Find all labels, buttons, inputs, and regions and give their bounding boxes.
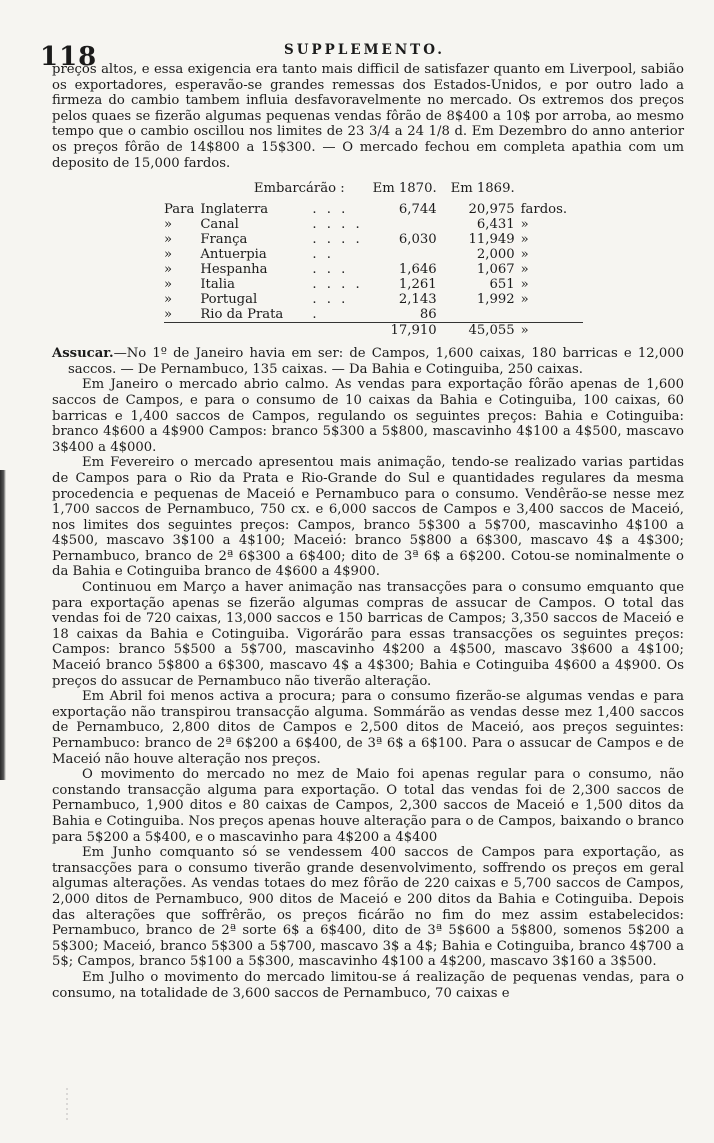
row-prefix: » [164, 247, 173, 263]
row-unit: » [520, 262, 529, 278]
running-title: SUPPLEMENTO. [284, 42, 445, 58]
table-row [164, 292, 583, 307]
paragraph-marco: Continuou em Março a haver animação nas transacções para o consumo emquanto que para exportação apenas se fizerão algumas compras de assucar de Campos. O total das vendas foi de 720 caixas, 13,000 saccos e 150 barricas de Campos; 3,350 saccos de Maceió e 18 caixas da Bahia e Cotinguiba. Vigorárão para essas transacções os seguintes preços: Campos: branco 5$500 a 5$700, mascavinho 4$200 a 4$500, mascavo 3$600 a 4$100; Maceió branco 5$800 a 6$300, mascavo 4$ a 4$300; Bahia e Cotinguiba 4$600 a 4$900. Os preços do assucar de Pernambuco não tiverão alteração. [52, 580, 684, 689]
row-leader: . . . . [312, 277, 363, 293]
table-row [164, 202, 583, 217]
row-value-1869: 1,992 [476, 292, 515, 308]
paragraph-junho: Em Junho comquanto só se vendessem 400 saccos de Campos para exportação, as transacções para o consumo tiverão grande desenvolvimento, soffrendo os preços em geral algumas alterações. As vendas totaes do mez fôrão de 220 caixas e 5,700 saccos de Campos, 2,000 ditos de Pernambuco, 900 ditos de Maceió e 200 ditos da Bahia e Cotinguiba. Depois das alterações que soffrêrão, os preços ficárão no fim do mez assim estabelecidos: Pernambuco, branco de 2ª sorte 6$ a 6$400, dito de 3ª 5$600 a 5$800, somenos 5$200 a 5$300; Maceió, branco 5$300 a 5$700, mascavo 3$ a 4$; Bahia e Cotinguiba, branco 4$700 a 5$; Campos, branco 5$100 a 5$300, mascavinho 4$100 a 4$200, mascavo 3$160 a 3$500. [52, 845, 684, 970]
row-value-1869: 651 [489, 277, 515, 293]
row-leader: . . . [312, 202, 349, 218]
paragraph-maio: O movimento do mercado no mez de Maio foi apenas regular para o consumo, não constando transacção alguma para exportação. O total das vendas foi de 2,300 saccos de Pernambuco, 1,900 ditos e 80 caixas de Campos, 2,300 saccos de Maceió e 1,500 ditos da Bahia e Cotinguiba. Nos preços apenas houve alteração para o de Campos, baixando o branco para 5$200 a 5$400, e o mascavinho para 4$200 a 4$400 [52, 767, 684, 845]
row-leader: . . [312, 247, 334, 263]
binding-shadow [0, 470, 6, 780]
table-caption: Embarcárão : [253, 181, 345, 197]
row-destination: Inglaterra [200, 202, 269, 218]
row-leader: . . . . [312, 232, 363, 248]
table-row [164, 247, 583, 262]
table-header-row [164, 181, 583, 202]
row-unit: » [520, 217, 529, 233]
row-unit: » [520, 277, 529, 293]
row-value-1870: 2,143 [398, 292, 437, 308]
row-prefix: » [164, 262, 173, 278]
row-prefix: » [164, 292, 173, 308]
row-destination: Portugal [200, 292, 258, 308]
table-row [164, 277, 583, 292]
column-1870-header: Em 1870. [372, 181, 437, 197]
total-1869: 45,055 [443, 323, 521, 339]
column-1869-header: Em 1869. [450, 181, 515, 197]
row-leader: . . . [312, 262, 349, 278]
page-number: 118 [40, 42, 98, 72]
table-row [164, 232, 583, 247]
row-value-1869: 20,975 [468, 202, 515, 218]
row-destination: França [200, 232, 248, 248]
row-value-1870 [369, 217, 443, 232]
row-value-1870: 6,030 [398, 232, 437, 248]
ink-smudge [62, 1088, 72, 1122]
row-unit: » [520, 247, 529, 263]
row-value-1869: 6,431 [476, 217, 515, 233]
table-row [164, 262, 583, 277]
row-destination: Hespanha [200, 262, 268, 278]
row-value-1870: 1,646 [398, 262, 437, 278]
paragraph-abril: Em Abril foi menos activa a procura; para o consumo fizerão-se algumas vendas e para exportação não transpirou transacção alguma. Sommárão as vendas desse mez 1,400 saccos de Pernambuco, 2,800 ditos de Campos e 2,500 ditos de Maceió, aos preços seguintes: Pernambuco: branco de 2ª 6$200 a 6$400, de 3ª 6$ a 6$100. Para o assucar de Campos e de Maceió não houve alteração nos preços. [52, 689, 684, 767]
row-value-1870: 86 [419, 307, 437, 323]
row-leader: . . . [312, 292, 349, 308]
row-destination: Rio da Prata [200, 307, 284, 323]
row-prefix: » [164, 307, 173, 323]
row-destination: Italia [200, 277, 235, 293]
paragraph-fevereiro: Em Fevereiro o mercado apresentou mais animação, tendo-se realizado varias partidas de Campos para o Rio da Prata e Rio-Grande do Sul e quantidades regulares da mesma procedencia e pequenas de Maceió e Pernambuco para o consumo. Vendêrão-se nesse mez 1,700 saccos de Pernambuco, 750 cx. e 6,000 saccos de Campos e 3,400 saccos de Maceió, nos limites dos seguintes preços: Campos, branco 5$300 a 5$700, mascavinho 4$100 a 4$500, mascavo 3$100 a 4$100; Maceió: branco 5$800 a 6$300, mascavo 4$ a 4$300; Pernambuco, branco de 2ª 6$300 a 6$400; dito de 3ª 6$ a 6$200. Cotou-se nominalmente o da Bahia e Cotinguiba branco de 4$600 a 4$900. [52, 455, 684, 580]
shipments-table [164, 181, 684, 338]
row-prefix: » [164, 232, 173, 248]
main-text [52, 62, 684, 1001]
assucar-opening [52, 346, 684, 377]
row-value-1870 [369, 247, 443, 262]
row-unit: » [520, 292, 529, 308]
row-value-1869: 11,949 [468, 232, 515, 248]
total-1870: 17,910 [369, 323, 443, 339]
row-value-1869 [443, 307, 521, 323]
table-row [164, 217, 583, 232]
table-total-row [164, 323, 583, 339]
row-prefix: Para [164, 202, 195, 218]
intro-paragraph: preços altos, e essa exigencia era tanto mais difficil de satisfazer quanto em Liverpool, sabião os exportadores, esperavão-se grandes remessas dos Estados-Unidos, e por outro lado a firmeza do cambio tambem influia desfavoravelmente no mercado. Os extremos dos preços pelos quaes se fizerão algumas pequenas vendas fôrão de 8$400 a 10$ por arroba, ao mesmo tempo que o cambio oscillou nos limites de 23 3/4 a 24 1/8 d. Em Dezembro do anno anterior os preços fôrão de 14$800 a 15$300. — O mercado fechou em completa apathia com um deposito de 15,000 fardos. [52, 62, 684, 171]
row-value-1869: 1,067 [476, 262, 515, 278]
paragraph-julho: Em Julho o movimento do mercado limitou-se á realização de pequenas vendas, para o consumo, na totalidade de 3,600 saccos de Pernambuco, 70 caixas e [52, 969, 684, 1001]
paragraph-janeiro: Em Janeiro o mercado abrio calmo. As vendas para exportação fôrão apenas de 1,600 saccos de Campos, e para o consumo de 10 caixas da Bahia e Cotinguiba, 100 caixas, 60 barricas e 1,400 saccos de Campos, regulando os seguintes preços: Bahia e Cotinguiba: branco 4$600 a 4$900 Campos: branco 5$300 a 5$800, mascavinho 4$100 a 4$500, mascavo 3$400 a 4$000. [52, 377, 684, 455]
assucar-stock-text: —No 1º de Janeiro havia em ser: de Campos, 1,600 caixas, 180 barricas e 12,000 saccos. — De Pernambuco, 135 caixas. — Da Bahia e Cotinguiba, 250 caixas. [68, 346, 684, 377]
row-prefix: » [164, 217, 173, 233]
row-leader: . [312, 307, 320, 323]
row-prefix: » [164, 277, 173, 293]
row-leader: . . . . [312, 217, 363, 233]
row-unit: fardos. [520, 202, 568, 218]
row-unit: » [520, 232, 529, 248]
row-unit [521, 307, 583, 323]
row-value-1870: 6,744 [398, 202, 437, 218]
section-heading-assucar: Assucar. [52, 346, 114, 362]
row-destination: Canal [200, 217, 239, 233]
table-row [164, 307, 583, 323]
row-value-1870: 1,261 [398, 277, 437, 293]
total-unit: » [521, 323, 583, 339]
row-destination: Antuerpia [200, 247, 267, 263]
row-value-1869: 2,000 [476, 247, 515, 263]
